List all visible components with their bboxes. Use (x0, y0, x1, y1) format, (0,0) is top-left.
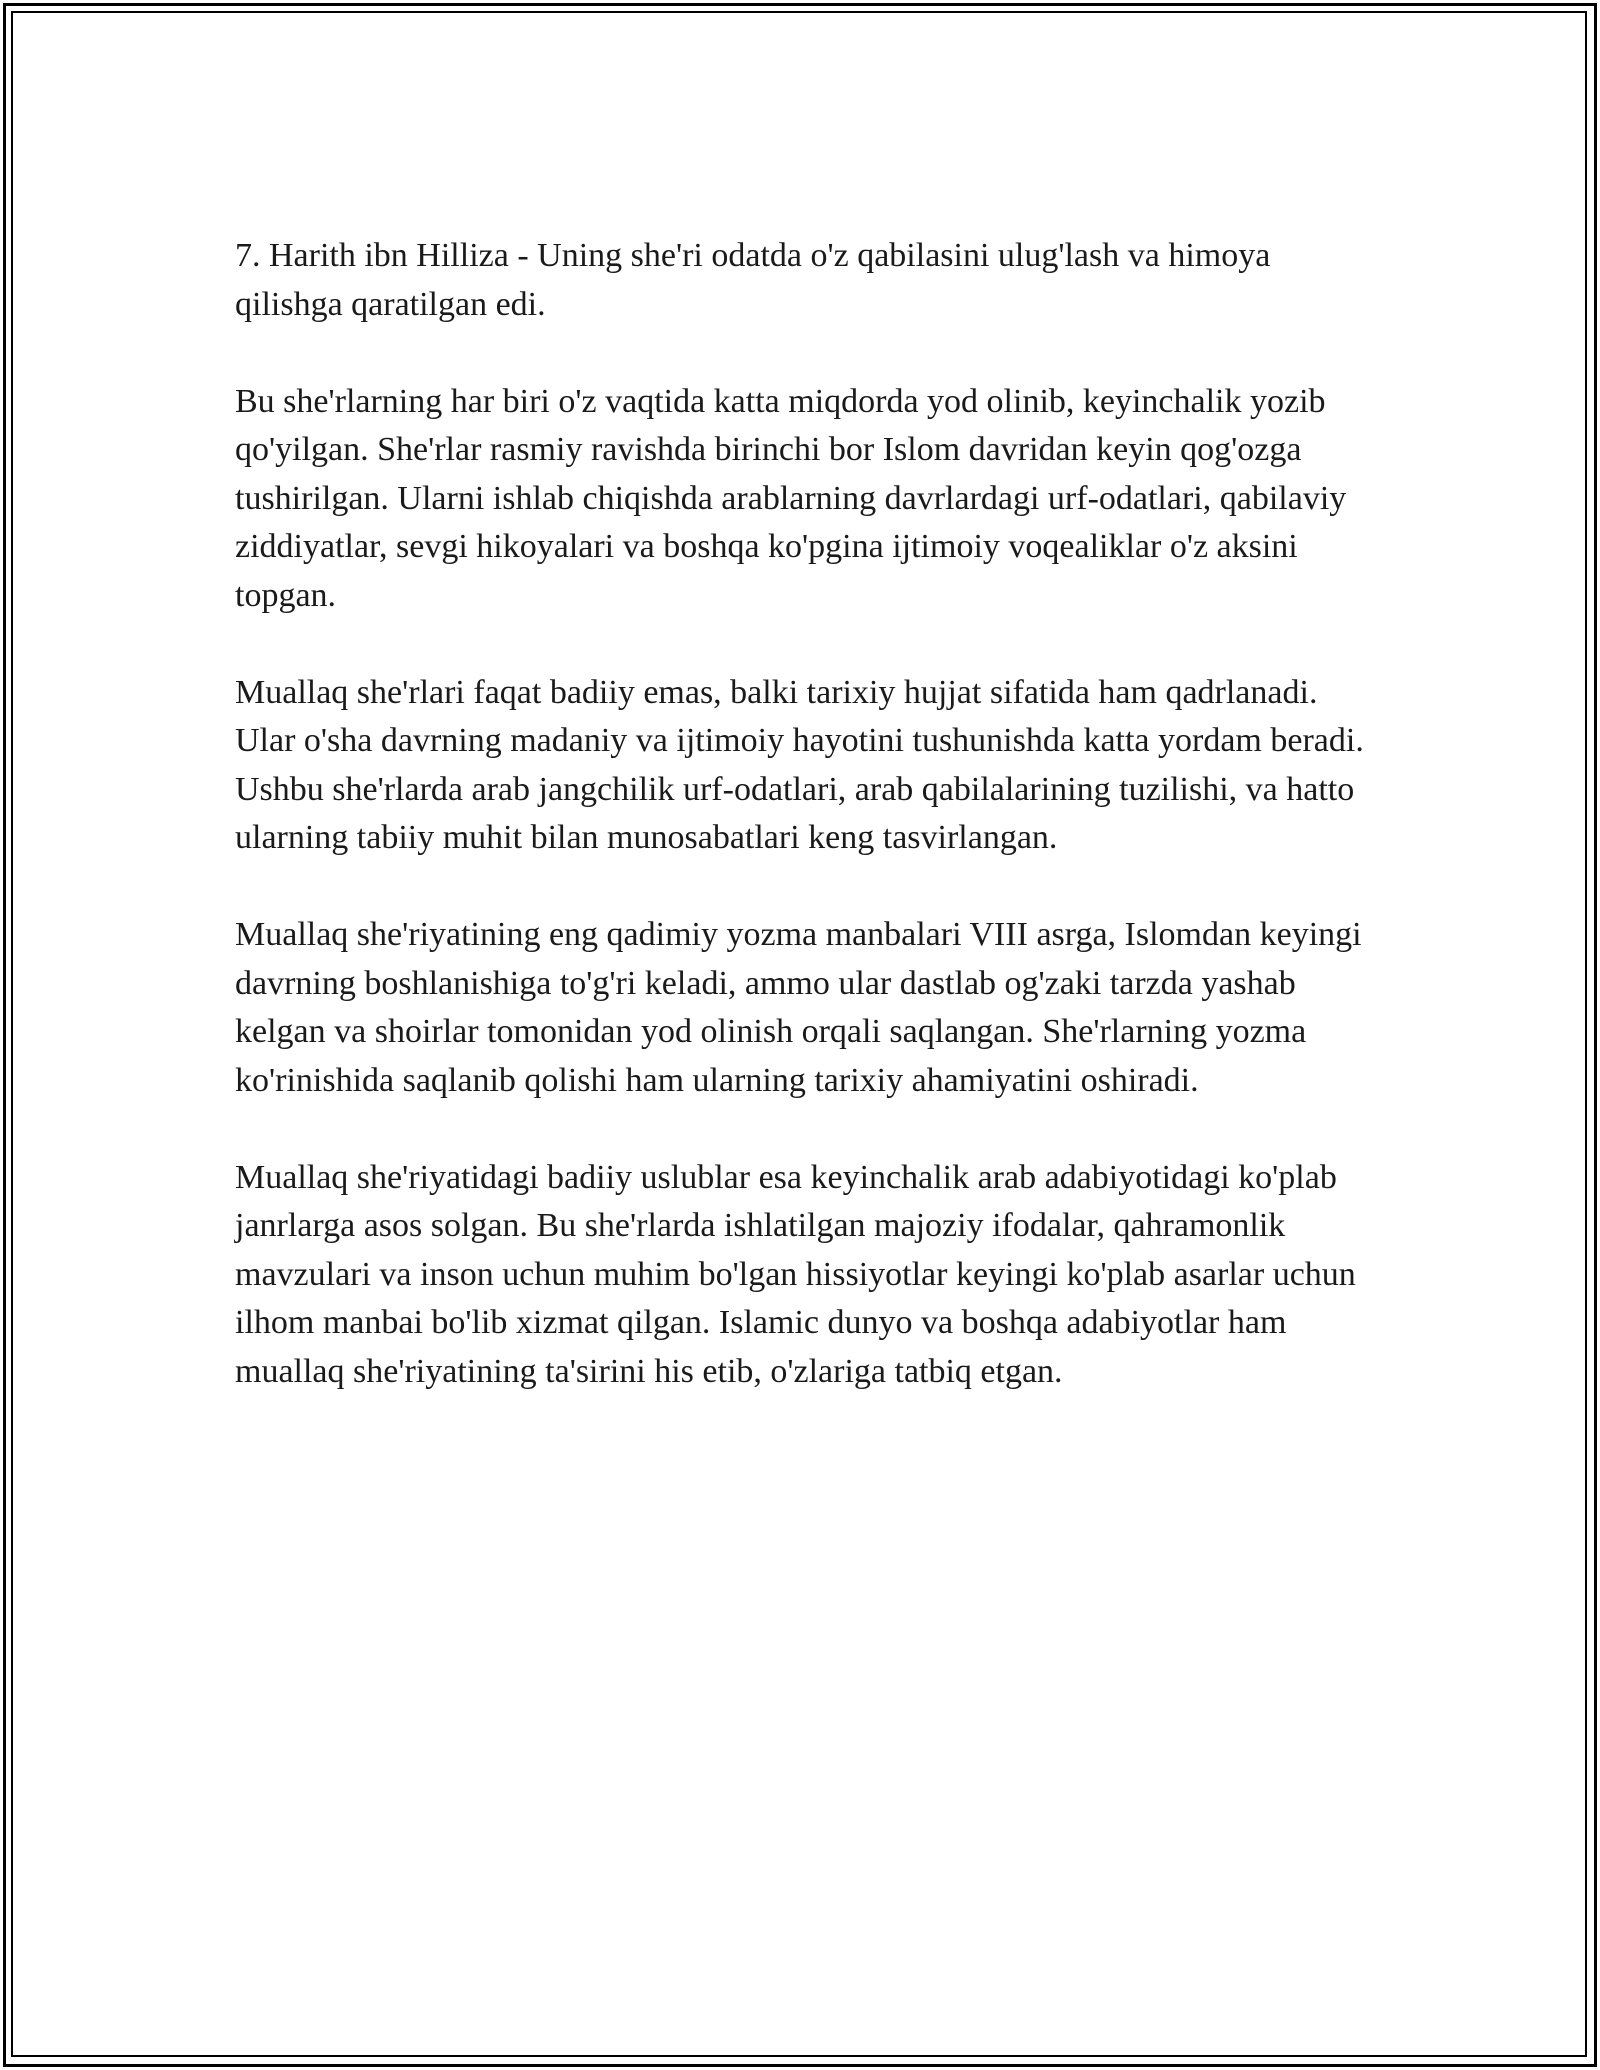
paragraph-written-sources: Muallaq she'riyatining eng qadimiy yozma manbalari VIII asrga, Islomdan keyingi davrning boshlanishiga to'g'ri keladi, ammo ular dastlab og'zaki tarzda yashab kelgan va shoirlar tomonidan yod olinish orqali saqlangan. She'rlarning yozma ko'rinishida saqlanib qolishi ham ularning tarixiy ahamiyatini oshiradi. (235, 916, 1362, 1099)
paragraph-harith-ibn-hilliza: 7. Harith ibn Hilliza - Uning she'ri odatda o'z qabilasini ulug'lash va himoya qilishga qaratilgan edi. (235, 237, 1271, 323)
paragraph-literary-influence: Muallaq she'riyatidagi badiiy uslublar esa keyinchalik arab adabiyotidagi ko'plab janrlarga asos solgan. Bu she'rlarda ishlatilgan majoziy ifodalar, qahramonlik mavzulari va inson uchun muhim bo'lgan hissiyotlar keyingi ko'plab asarlar uchun ilhom manbai bo'lib xizmat qilgan. Islamic dunyo va boshqa adabiyotlar ham muallaq she'riyatining ta'sirini his etib, o'zlariga tatbiq etgan. (235, 1158, 1356, 1390)
paragraph-historical-value: Muallaq she'rlari faqat badiiy emas, balki tarixiy hujjat sifatida ham qadrlanadi. Ular o'sha davrning madaniy va ijtimoiy hayotini tushunishda katta yordam beradi. Ushbu she'rlarda arab jangchilik urf-odatlari, arab qabilalarining tuzilishi, va hatto ularning tabiiy muhit bilan munosabatlari keng tasvirlangan. (235, 673, 1364, 856)
paragraph-memorization-history: Bu she'rlarning har biri o'z vaqtida katta miqdorda yod olinib, keyinchalik yozib qo'yilgan. She'rlar rasmiy ravishda birinchi bor Islom davridan keyin qog'ozga tushirilgan. Ularni ishlab chiqishda arablarning davrlardagi urf-odatlari, qabilaviy ziddiyatlar, sevgi hikoyalari va boshqa ko'pgina ijtimoiy voqealiklar o'z aksini topgan. (235, 382, 1347, 614)
document-body (235, 232, 1365, 1445)
